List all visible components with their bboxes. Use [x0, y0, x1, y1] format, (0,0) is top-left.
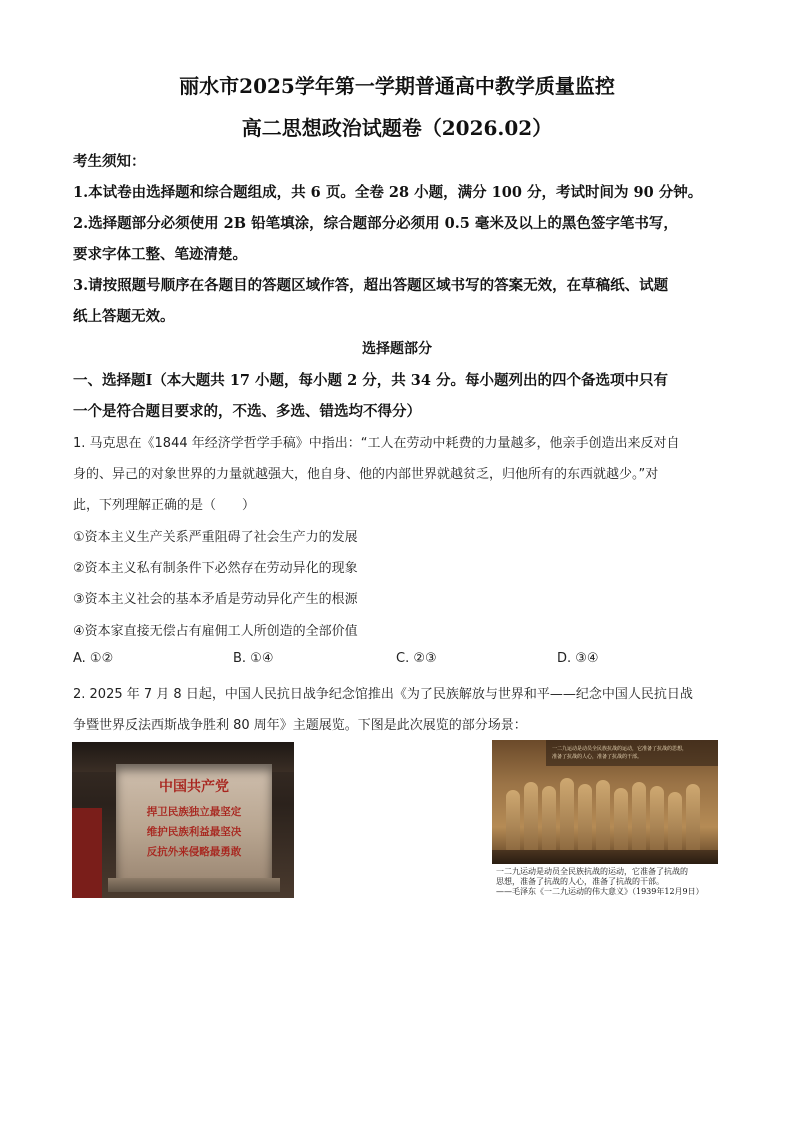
relief-floor — [492, 850, 718, 864]
exam-title: 丽水市2025学年第一学期普通高中教学质量监控 — [179, 74, 615, 98]
q1-choice-b: B. ①④ — [233, 651, 274, 666]
relief-figure — [650, 786, 664, 852]
q1-statement-1: ①资本主义生产关系严重阻碍了社会生产力的发展 — [73, 530, 358, 545]
q1-stem-end: 此，下列理解正确的是（ ） — [73, 498, 256, 513]
part1-instructions: 一、选择题Ⅰ（本大题共 17 小题，每小题 2 分，共 34 分。每小题列出的四个备选项中只有 — [73, 372, 669, 389]
q1-statement-2: ②资本主义私有制条件下必然存在劳动异化的现象 — [73, 561, 358, 576]
monument-base — [108, 878, 280, 892]
q1-choice-a: A. ①② — [73, 651, 114, 666]
relief-caption-line-1: 一二九运动是动员全民族抗战的运动，它准备了抗战的 — [496, 867, 688, 876]
relief-figure — [560, 778, 574, 852]
relief-caption-line-2: 思想，准备了抗战的人心，准备了抗战的干部。 — [496, 877, 664, 886]
relief-figure — [506, 790, 520, 852]
q1-choice-c: C. ②③ — [396, 651, 437, 666]
relief-inscription-line-2: 准备了抗战的人心，准备了抗战的干部。 — [552, 754, 643, 760]
notice-item-3-cont: 纸上答题无效。 — [73, 308, 175, 325]
relief-inscription-panel — [546, 740, 718, 766]
relief-caption-source: ——毛泽东《一二九运动的伟大意义》（1939年12月9日） — [496, 887, 704, 896]
part1-instructions-cont: 一个是符合题目要求的，不选、多选、错选均不得分） — [73, 403, 421, 420]
relief-figure — [596, 780, 610, 852]
q1-statement-4: ④资本家直接无偿占有雇佣工人所创造的全部价值 — [73, 624, 358, 639]
notice-item-3: 3.请按照题号顺序在各题目的答题区域作答，超出答题区域书写的答案无效，在草稿纸、试题 — [73, 277, 669, 294]
relief-figure — [686, 784, 700, 852]
relief-figure — [578, 784, 592, 852]
exhibition-monument-photo — [72, 742, 294, 898]
exam-subtitle: 高二思想政治试题卷（2026.02） — [241, 116, 553, 140]
notice-item-2: 2.选择题部分必须使用 2B 铅笔填涂，综合题部分必须用 0.5 毫米及以上的黑色签字笔书写， — [73, 215, 678, 232]
q1-stem: 1. 马克思在《1844 年经济学哲学手稿》中指出：“工人在劳动中耗费的力量越多，他亲手创造出来反对自 — [73, 436, 680, 451]
relief-sculpture-photo — [492, 740, 718, 864]
red-wall-panel — [72, 808, 102, 898]
stone-monument — [116, 764, 272, 882]
section-title: 选择题部分 — [362, 341, 432, 357]
monument-line-3: 反抗外来侵略最勇敢 — [146, 846, 242, 858]
relief-figure — [632, 782, 646, 852]
q1-statement-3: ③资本主义社会的基本矛盾是劳动异化产生的根源 — [73, 592, 358, 607]
q1-choice-d: D. ③④ — [557, 651, 599, 666]
relief-figure — [614, 788, 628, 852]
q1-stem-cont: 身的、异己的对象世界的力量就越强大，他自身、他的内部世界就越贫乏，归他所有的东西就越少。”对 — [73, 467, 659, 482]
monument-line-1: 捍卫民族独立最坚定 — [146, 806, 242, 818]
relief-inscription-line-1: 一二九运动是动员全民族抗战的运动，它准备了抗战的思想， — [552, 746, 688, 752]
relief-figure — [524, 782, 538, 852]
monument-title: 中国共产党 — [159, 779, 229, 795]
notice-heading: 考生须知： — [73, 153, 146, 170]
monument-line-2: 维护民族利益最坚决 — [146, 826, 242, 838]
notice-item-1: 1.本试卷由选择题和综合题组成，共 6 页。全卷 28 小题，满分 100 分，考试时间为 90 分钟。 — [73, 184, 703, 201]
relief-figure — [668, 792, 682, 852]
q2-stem: 2. 2025 年 7 月 8 日起，中国人民抗日战争纪念馆推出《为了民族解放与世界和平——纪念中国人民抗日战 — [73, 687, 693, 702]
q2-stem-cont: 争暨世界反法西斯战争胜利 80 周年》主题展览。下图是此次展览的部分场景： — [73, 718, 527, 733]
notice-item-2-cont: 要求字体工整、笔迹清楚。 — [73, 246, 247, 263]
relief-figure — [542, 786, 556, 852]
